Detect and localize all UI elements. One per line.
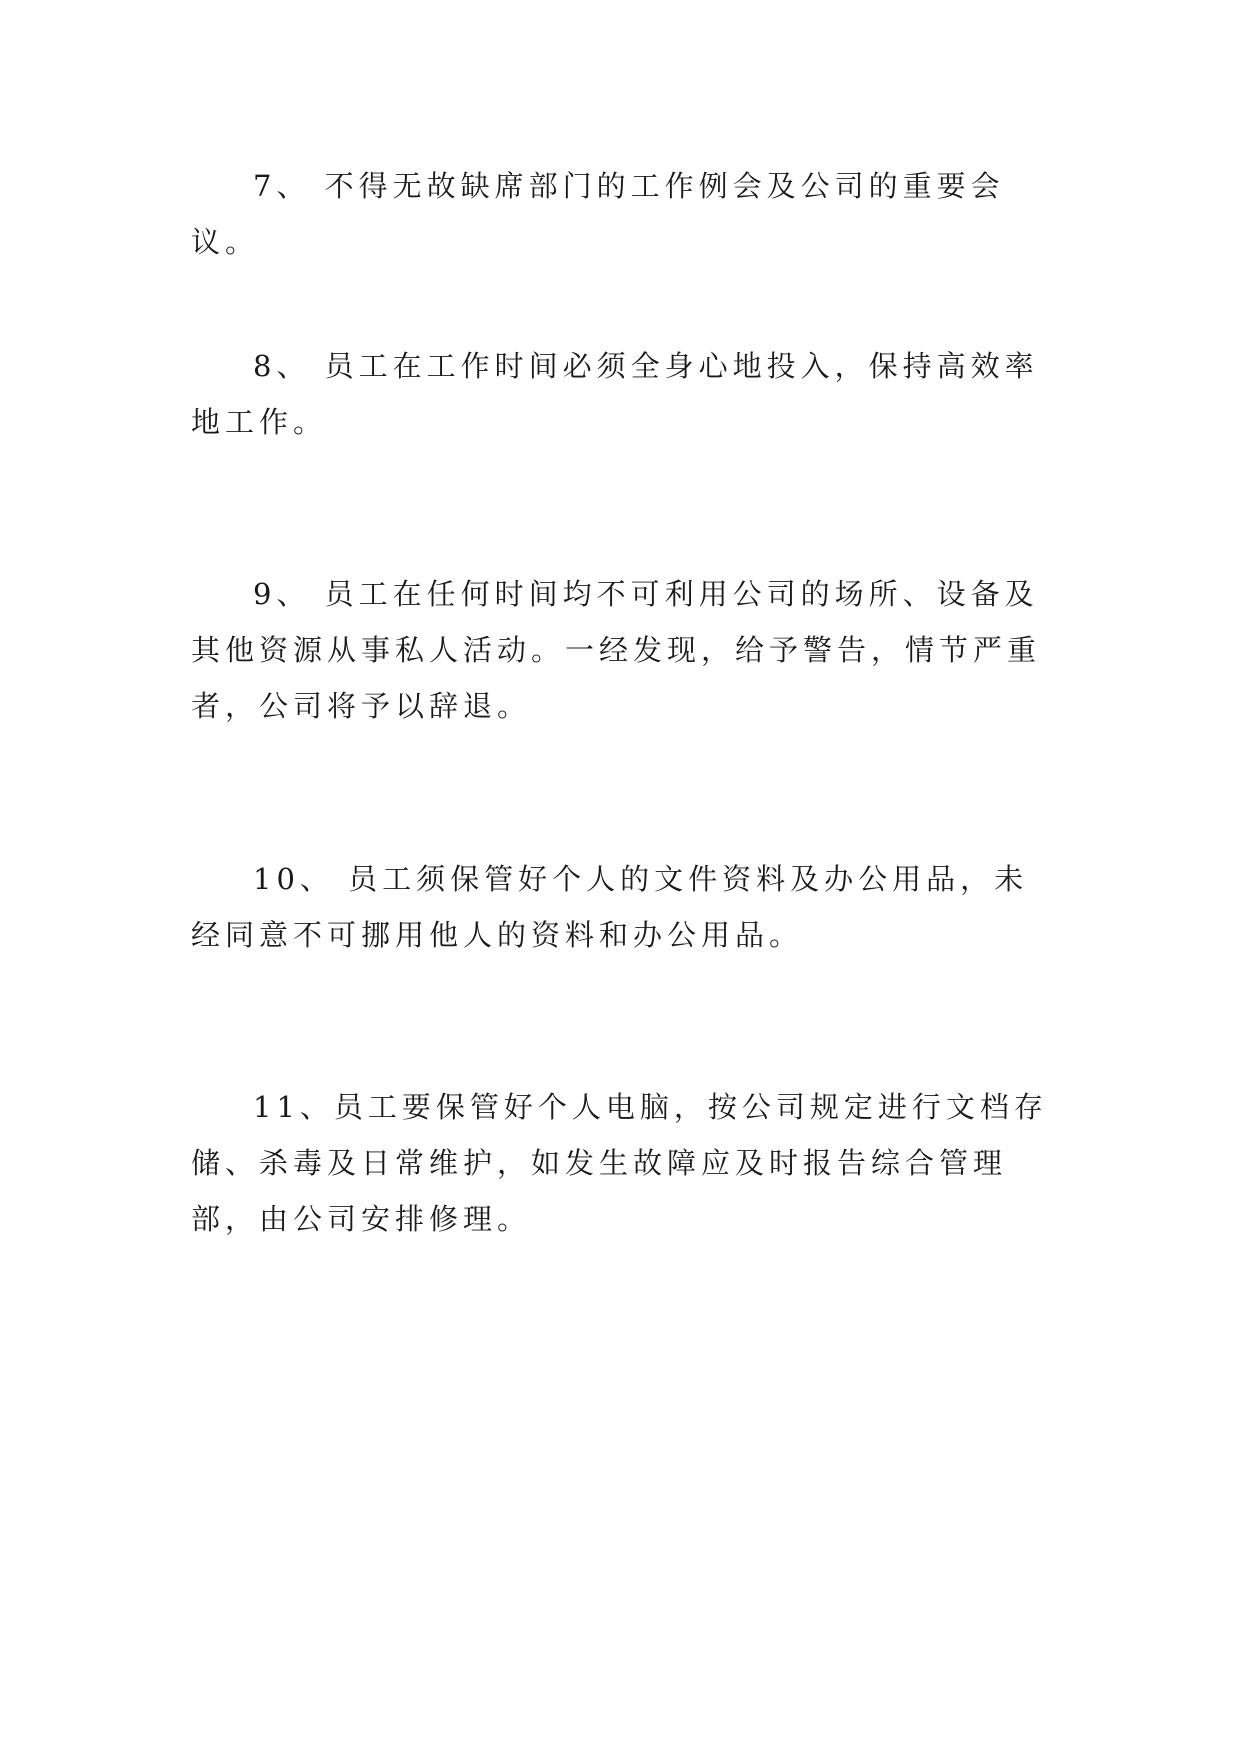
rule-item-9: 9、 员工在任何时间均不可利用公司的场所、设备及其他资源从事私人活动。一经发现，给予警告，情节严重者，公司将予以辞退。 xyxy=(191,577,1042,723)
rule-item-8: 8、 员工在工作时间必须全身心地投入，保持高效率地工作。 xyxy=(191,349,1039,439)
rule-item-11: 11、员工要保管好个人电脑，按公司规定进行文档存储、杀毒及日常维护，如发生故障应及时报告综合管理部，由公司安排修理。 xyxy=(191,1090,1048,1236)
rule-item-7: 7、 不得无故缺席部门的工作例会及公司的重要会议。 xyxy=(191,169,1005,259)
rule-item-10: 10、 员工须保管好个人的文件资料及办公用品，未经同意不可挪用他人的资料和办公用品。 xyxy=(191,862,1029,952)
